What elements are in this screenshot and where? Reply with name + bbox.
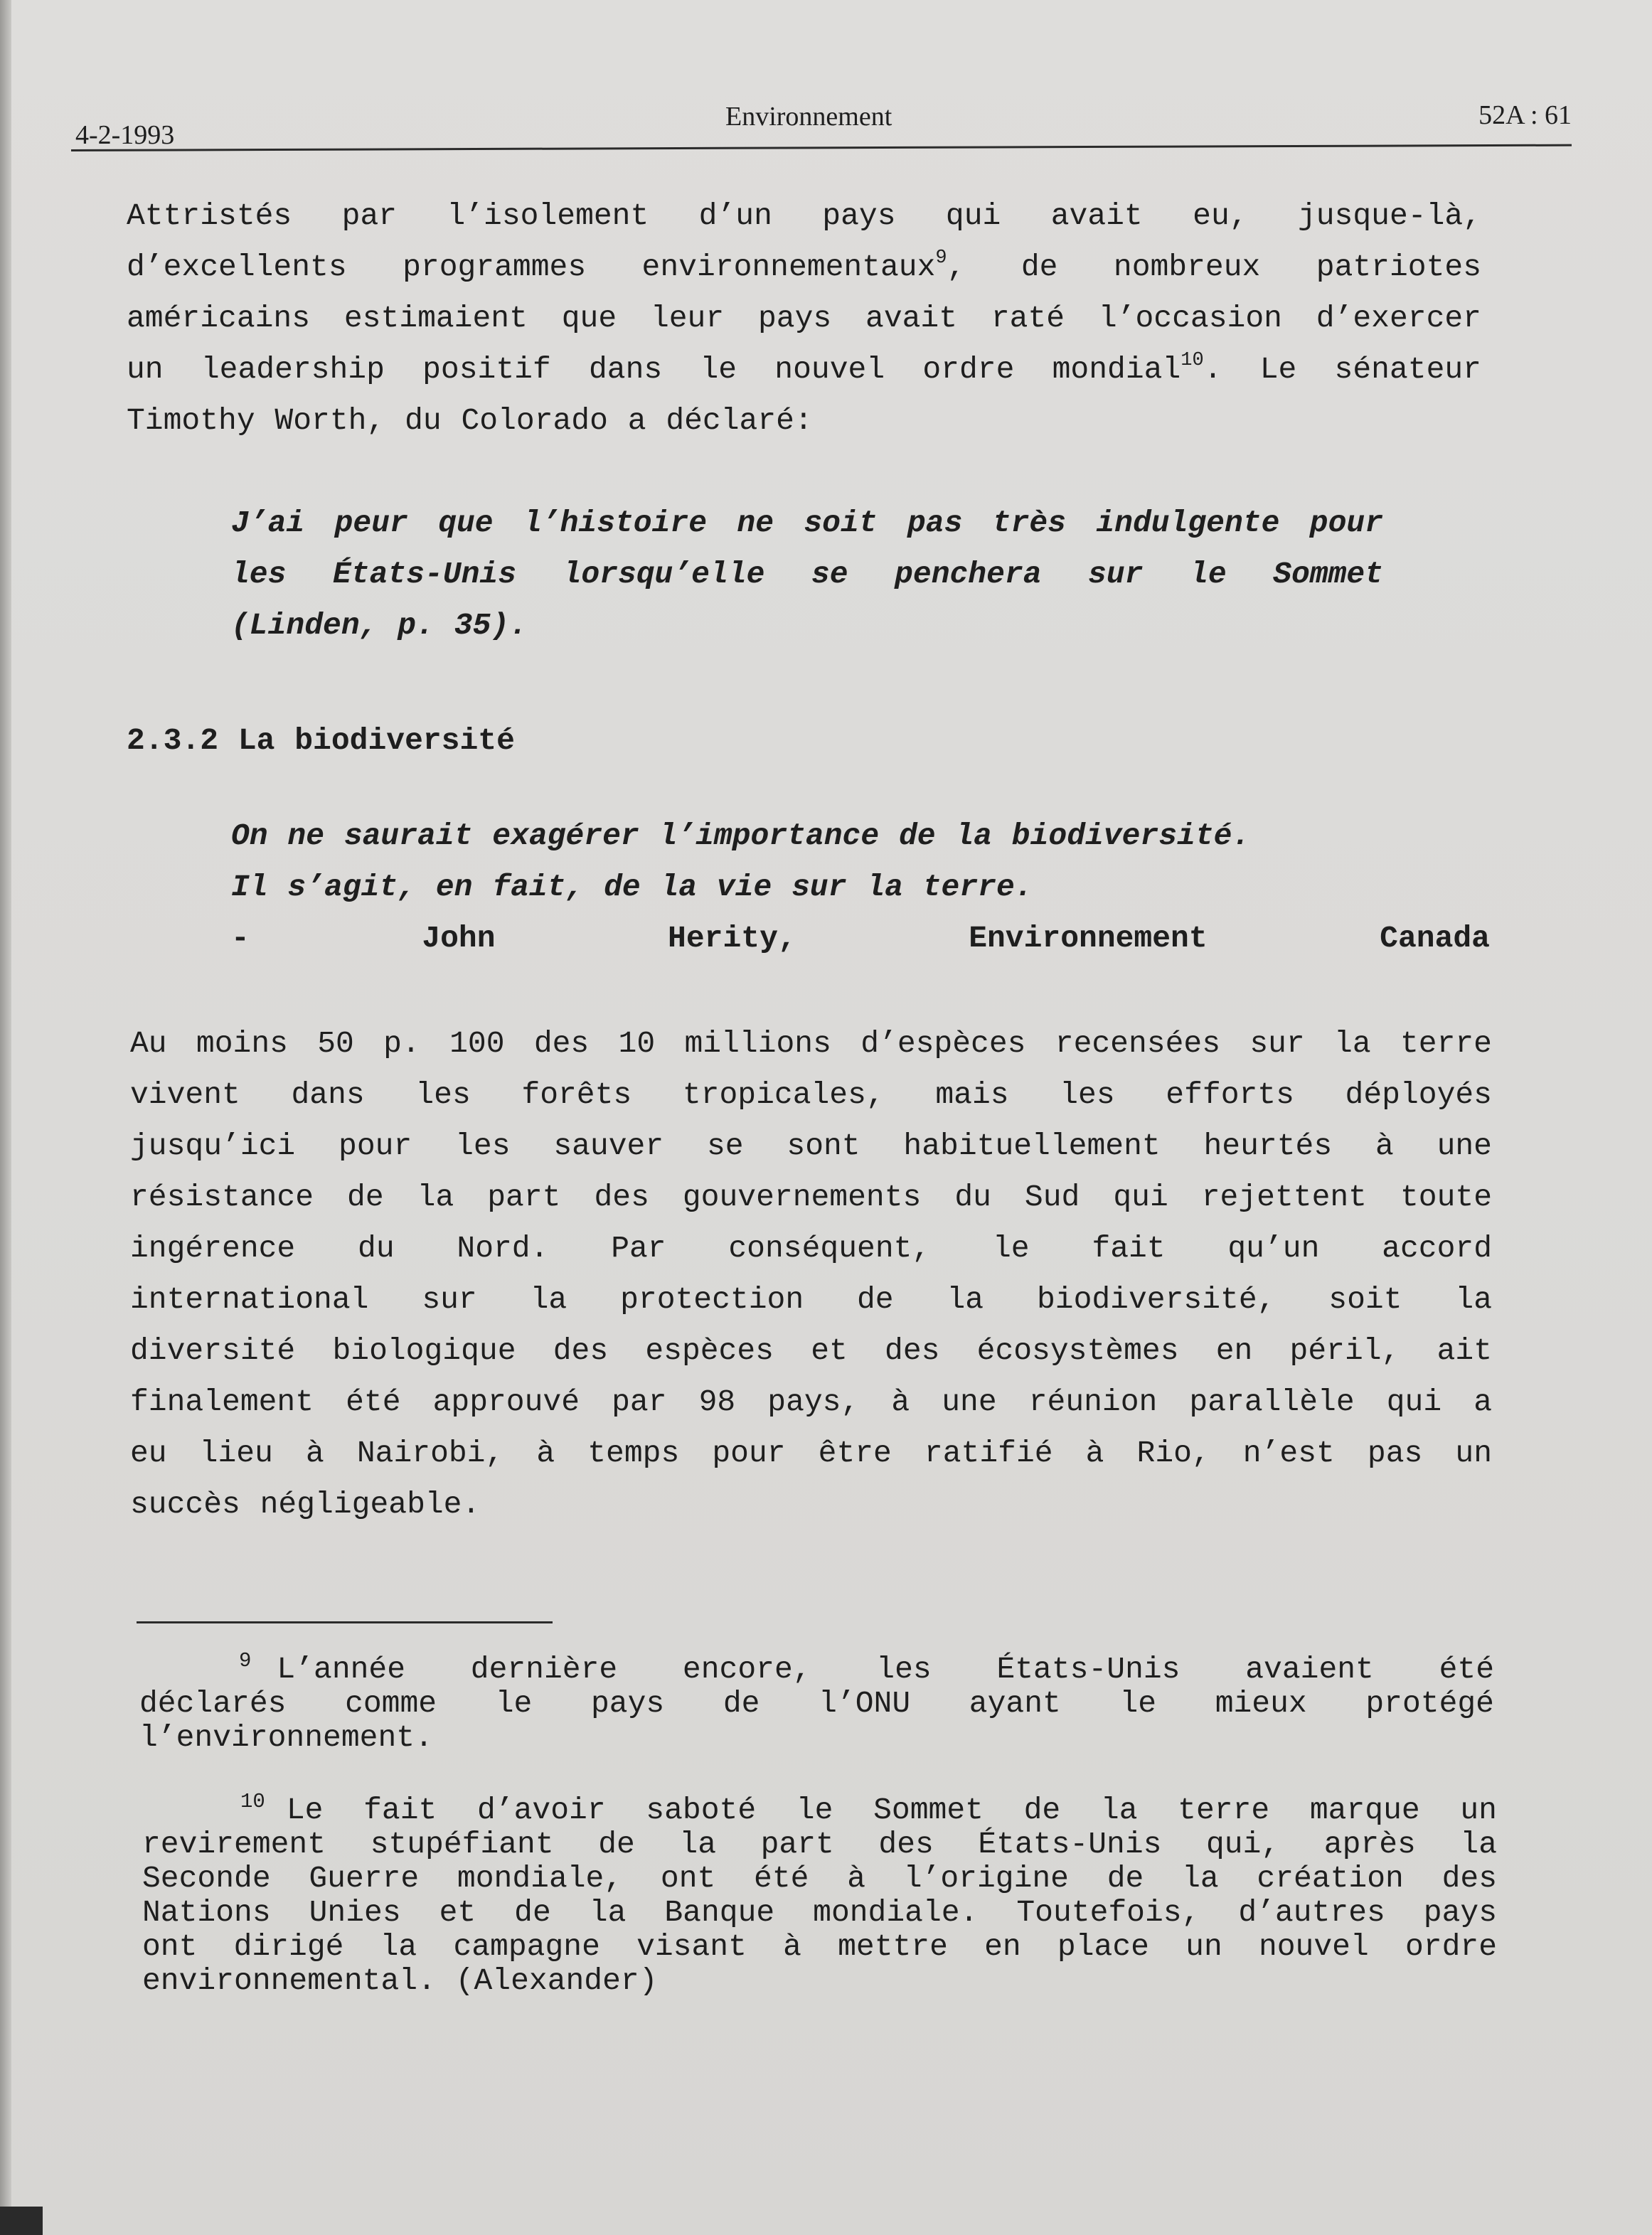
footnote-separator — [137, 1621, 553, 1623]
text-line: Attristés par l’isolement d’un pays qui avait eu, jusque-là, — [127, 198, 1481, 233]
quote-line: (Linden, p. 35). — [231, 608, 528, 643]
footnote-line: déclarés comme le pays de l’ONU ayant le mieux protégé — [139, 1686, 1494, 1721]
text-line: américains estimaient que leur pays avait raté l’occasion d’exercer — [127, 301, 1481, 336]
footnote-line: environnemental. (Alexander) — [142, 1963, 658, 1998]
page-binding-edge — [0, 0, 11, 2235]
footnote-line: ont dirigé la campagne visant à mettre en place un nouvel ordre — [142, 1929, 1497, 1964]
text-line — [127, 344, 1481, 395]
text-line: Au moins 50 p. 100 des 10 millions d’espèces recensées sur la terre — [130, 1026, 1492, 1061]
text-run: L’année dernière encore, les États-Unis avaient été — [277, 1652, 1494, 1687]
footnote-line: revirement stupéfiant de la part des États-Unis qui, après la — [142, 1827, 1497, 1862]
footnote-ref-9: 9 — [935, 247, 947, 269]
footnote-line: Seconde Guerre mondiale, ont été à l’origine de la création des — [142, 1861, 1497, 1896]
footnote-line — [139, 1644, 1494, 1687]
header-date: 4-2-1993 — [75, 120, 175, 150]
text-run: un leadership positif dans le nouvel ordre mondial — [127, 352, 1181, 387]
block-quote-herity — [231, 811, 1490, 913]
footnote-ref-10: 10 — [1181, 350, 1204, 371]
quote-line: J’ai peur que l’histoire ne soit pas très indulgente pour — [231, 506, 1383, 540]
quote-line: Il s’agit, en fait, de la vie sur la terre. — [231, 870, 1033, 905]
text-run: Le fait d’avoir saboté le Sommet de la terre marque un — [286, 1793, 1497, 1828]
text-run: . Le sénateur — [1203, 352, 1481, 387]
footnote-9 — [139, 1644, 1494, 1755]
footnote-mark: 10 — [240, 1790, 265, 1813]
text-line: ingérence du Nord. Par conséquent, le fait qu’un accord — [130, 1231, 1492, 1266]
text-line: finalement été approuvé par 98 pays, à une réunion parallèle qui a — [130, 1385, 1492, 1419]
scan-corner-shadow — [0, 2207, 43, 2235]
paragraph-biodiversity — [130, 1018, 1492, 1530]
text-run: , de nombreux patriotes — [947, 250, 1481, 284]
quote-line: les États-Unis lorsqu’elle se penchera sur le Sommet — [231, 557, 1383, 592]
text-line: résistance de la part des gouvernements du Sud qui rejettent toute — [130, 1180, 1492, 1215]
block-quote-worth — [231, 498, 1383, 651]
text-line — [127, 242, 1481, 293]
footnote-line: l’environnement. — [139, 1720, 433, 1755]
text-line: Timothy Worth, du Colorado a déclaré: — [127, 403, 813, 438]
text-run: d’excellents programmes environnementaux — [127, 250, 936, 284]
footnote-line — [142, 1785, 1497, 1828]
header-page-number: 52A : 61 — [1478, 100, 1572, 130]
header-title: Environnement — [725, 102, 892, 132]
text-line: diversité biologique des espèces et des écosystèmes en péril, ait — [130, 1333, 1492, 1368]
text-line: succès négligeable. — [130, 1487, 481, 1522]
paragraph-intro — [127, 191, 1481, 447]
section-heading: 2.3.2 La biodiversité — [127, 723, 515, 758]
footnote-10 — [142, 1785, 1497, 1998]
footnote-line: Nations Unies et de la Banque mondiale. Toutefois, d’autres pays — [142, 1895, 1497, 1930]
quote-line: On ne saurait exagérer l’importance de la biodiversité. — [231, 818, 1251, 853]
footnote-mark: 9 — [239, 1649, 252, 1673]
quote-attribution: - John Herity, Environnement Canada — [231, 921, 1490, 956]
text-line: international sur la protection de la biodiversité, soit la — [130, 1282, 1492, 1317]
text-line: eu lieu à Nairobi, à temps pour être ratifié à Rio, n’est pas un — [130, 1436, 1492, 1471]
text-line: jusqu’ici pour les sauver se sont habituellement heurtés à une — [130, 1129, 1492, 1163]
text-line: vivent dans les forêts tropicales, mais les efforts déployés — [130, 1077, 1492, 1112]
